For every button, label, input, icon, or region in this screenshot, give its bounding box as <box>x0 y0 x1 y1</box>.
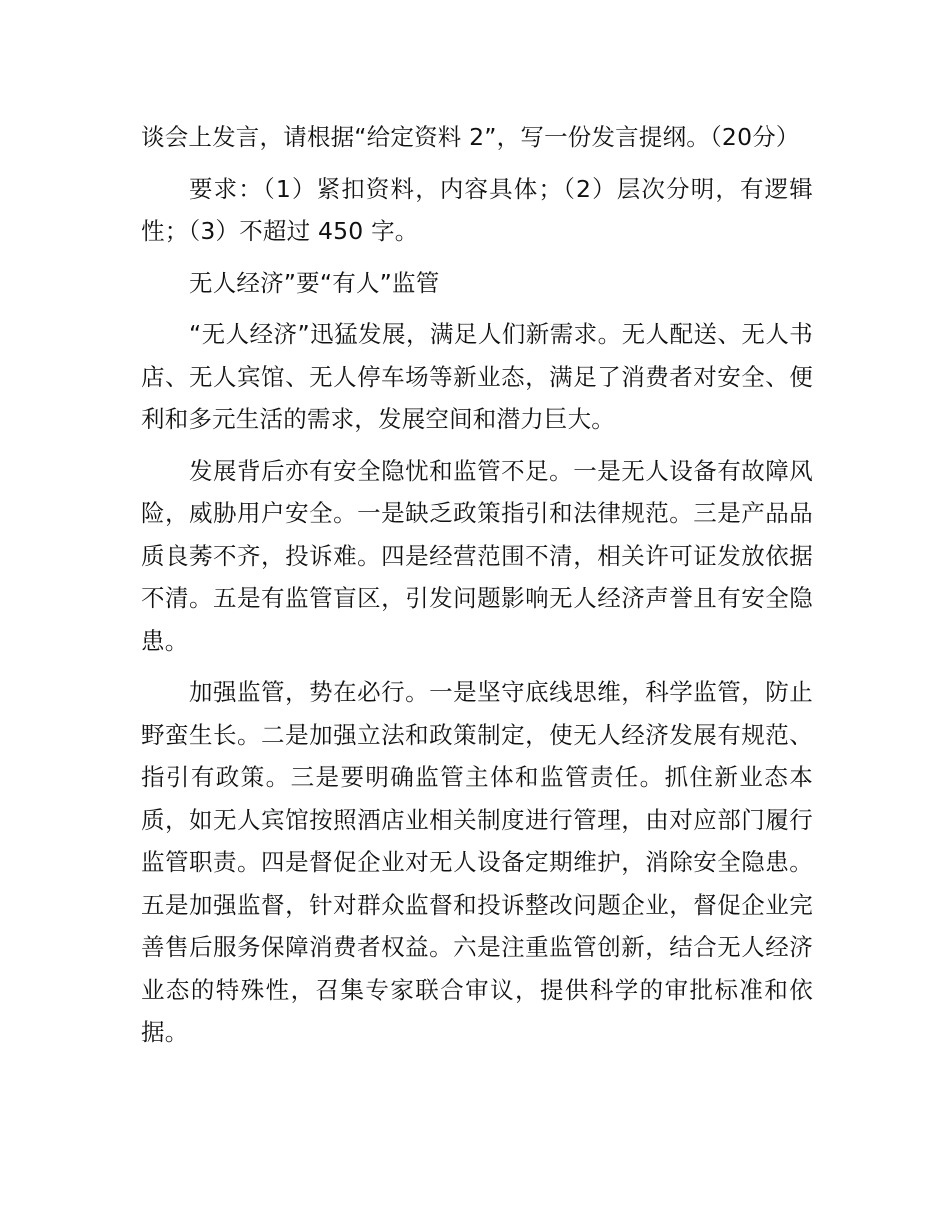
measures-paragraph: 加强监管，势在必行。一是坚守底线思维，科学监管，防止野蛮生长。二是加强立法和政策制定，使无人经济发展有规范、指引有政策。三是要明确监管主体和监管责任。抓住新业态本质，如无人宾馆按照酒店业相关制度进行管理，由对应部门履行监管职责。四是督促企业对无人设备定期维护，消除安全隐患。五是加强监督，针对群众监督和投诉整改问题企业，督促企业完善售后服务保障消费者权益。六是注重监管创新，结合无人经济业态的特殊性，召集专家联合审议，提供科学的审批标准和依据。 <box>141 678 813 1046</box>
requirements-paragraph: 要求：（1）紧扣资料，内容具体；（2）层次分明，有逻辑性；（3）不超过 450 字。 <box>141 174 813 245</box>
problems-paragraph: 发展背后亦有安全隐忧和监管不足。一是无人设备有故障风险，威胁用户安全。一是缺乏政策指引和法律规范。三是产品品质良莠不齐，投诉难。四是经营范围不清，相关许可证发放依据不清。五是有监管盲区，引发问题影响无人经济声誉且有安全隐患。 <box>141 456 813 655</box>
intro-paragraph: “无人经济”迅猛发展，满足人们新需求。无人配送、无人书店、无人宾馆、无人停车场等新业态，满足了消费者对安全、便利和多元生活的需求，发展空间和潜力巨大。 <box>141 320 813 433</box>
outline-title: 无人经济”要“有人”监管 <box>189 268 440 297</box>
question-continuation-paragraph: 谈会上发言，请根据“给定资料 2”，写一份发言提纲。（20分） <box>141 123 800 151</box>
document-page <box>141 116 813 1063</box>
